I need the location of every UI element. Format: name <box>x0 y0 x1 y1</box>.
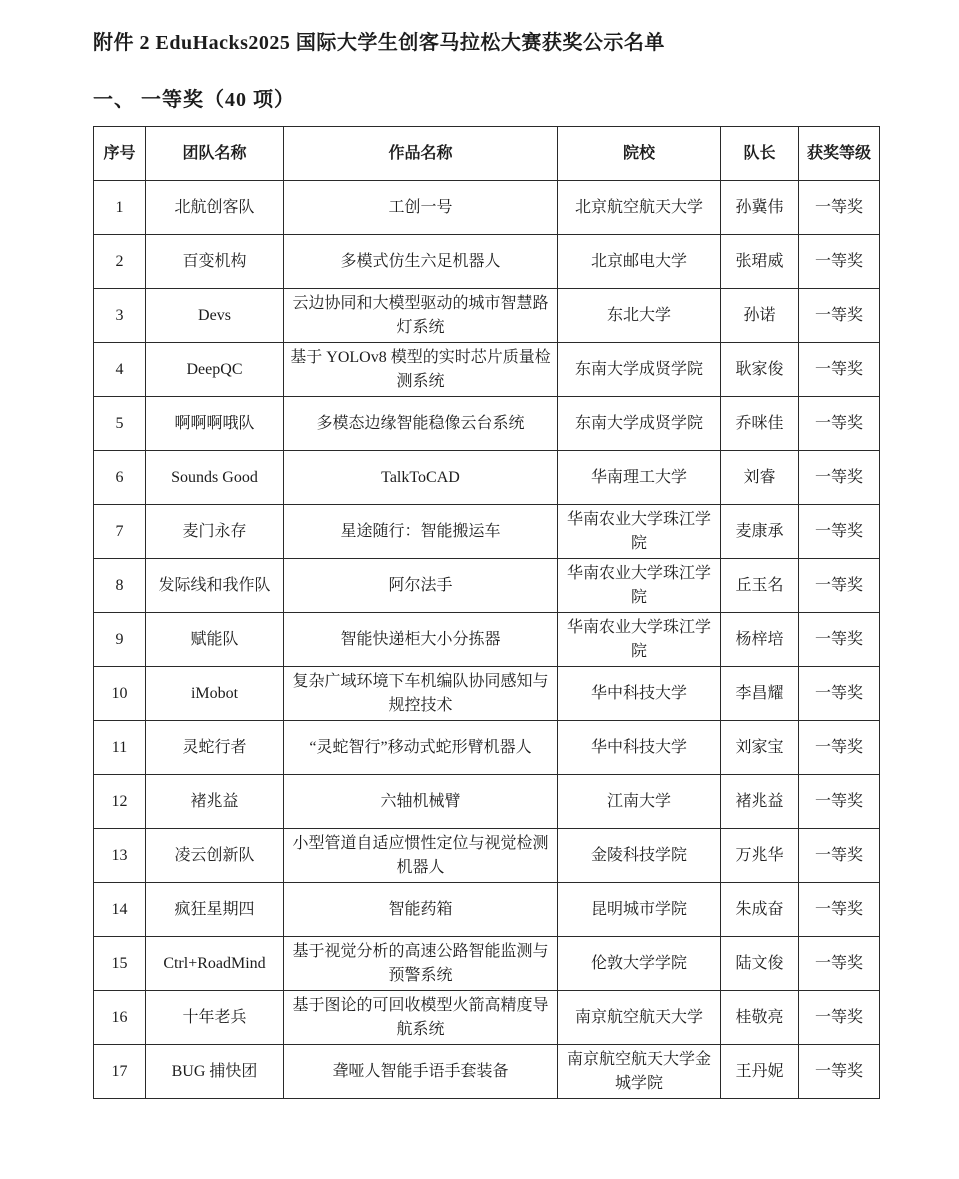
table-header-row <box>94 127 880 181</box>
cell-work-name: TalkToCAD <box>284 451 558 505</box>
cell-school: 北京邮电大学 <box>558 235 721 289</box>
cell-captain: 万兆华 <box>721 829 799 883</box>
table-row <box>94 397 880 451</box>
cell-school: 南京航空航天大学 <box>558 991 721 1045</box>
cell-captain: 杨梓培 <box>721 613 799 667</box>
cell-work-name: 多模态边缘智能稳像云台系统 <box>284 397 558 451</box>
cell-captain: 麦康承 <box>721 505 799 559</box>
cell-award-level: 一等奖 <box>799 451 880 505</box>
column-header-serial-number: 序号 <box>94 127 146 181</box>
table-row <box>94 343 880 397</box>
table-row <box>94 991 880 1045</box>
cell-team-name: Devs <box>146 289 284 343</box>
cell-captain: 李昌耀 <box>721 667 799 721</box>
cell-team-name: 疯狂星期四 <box>146 883 284 937</box>
cell-school: 华中科技大学 <box>558 721 721 775</box>
cell-award-level: 一等奖 <box>799 235 880 289</box>
column-header-team-name: 团队名称 <box>146 127 284 181</box>
cell-work-name: 智能快递柜大小分拣器 <box>284 613 558 667</box>
table-row <box>94 1045 880 1099</box>
cell-work-name: 阿尔法手 <box>284 559 558 613</box>
cell-serial-number: 4 <box>94 343 146 397</box>
cell-award-level: 一等奖 <box>799 397 880 451</box>
cell-award-level: 一等奖 <box>799 667 880 721</box>
cell-team-name: 褚兆益 <box>146 775 284 829</box>
cell-serial-number: 9 <box>94 613 146 667</box>
cell-serial-number: 8 <box>94 559 146 613</box>
cell-team-name: 凌云创新队 <box>146 829 284 883</box>
cell-serial-number: 13 <box>94 829 146 883</box>
table-row <box>94 667 880 721</box>
cell-serial-number: 2 <box>94 235 146 289</box>
cell-team-name: DeepQC <box>146 343 284 397</box>
cell-award-level: 一等奖 <box>799 559 880 613</box>
cell-award-level: 一等奖 <box>799 289 880 343</box>
cell-work-name: 六轴机械臂 <box>284 775 558 829</box>
cell-work-name: “灵蛇智行”移动式蛇形臂机器人 <box>284 721 558 775</box>
cell-captain: 褚兆益 <box>721 775 799 829</box>
cell-award-level: 一等奖 <box>799 721 880 775</box>
cell-captain: 孙冀伟 <box>721 181 799 235</box>
cell-team-name: BUG 捕快团 <box>146 1045 284 1099</box>
cell-school: 华南理工大学 <box>558 451 721 505</box>
cell-school: 昆明城市学院 <box>558 883 721 937</box>
table-row <box>94 181 880 235</box>
document-title: 附件 2 EduHacks2025 国际大学生创客马拉松大赛获奖公示名单 <box>93 32 665 54</box>
column-header-work-name: 作品名称 <box>284 127 558 181</box>
cell-school: 华南农业大学珠江学院 <box>558 559 721 613</box>
cell-serial-number: 12 <box>94 775 146 829</box>
cell-captain: 陆文俊 <box>721 937 799 991</box>
cell-award-level: 一等奖 <box>799 613 880 667</box>
cell-work-name: 基于图论的可回收模型火箭高精度导航系统 <box>284 991 558 1045</box>
cell-serial-number: 1 <box>94 181 146 235</box>
cell-serial-number: 17 <box>94 1045 146 1099</box>
cell-team-name: 发际线和我作队 <box>146 559 284 613</box>
cell-captain: 张珺威 <box>721 235 799 289</box>
cell-team-name: Sounds Good <box>146 451 284 505</box>
cell-work-name: 复杂广域环境下车机编队协同感知与规控技术 <box>284 667 558 721</box>
table-row <box>94 505 880 559</box>
cell-school: 东南大学成贤学院 <box>558 343 721 397</box>
cell-serial-number: 11 <box>94 721 146 775</box>
cell-school: 金陵科技学院 <box>558 829 721 883</box>
cell-award-level: 一等奖 <box>799 1045 880 1099</box>
table-row <box>94 289 880 343</box>
cell-captain: 乔咪佳 <box>721 397 799 451</box>
table-row <box>94 937 880 991</box>
table-row <box>94 829 880 883</box>
table-body <box>94 181 880 1099</box>
cell-work-name: 云边协同和大模型驱动的城市智慧路灯系统 <box>284 289 558 343</box>
cell-serial-number: 14 <box>94 883 146 937</box>
cell-serial-number: 10 <box>94 667 146 721</box>
table-row <box>94 613 880 667</box>
cell-work-name: 星途随行：智能搬运车 <box>284 505 558 559</box>
cell-serial-number: 6 <box>94 451 146 505</box>
cell-team-name: 赋能队 <box>146 613 284 667</box>
cell-school: 华中科技大学 <box>558 667 721 721</box>
cell-captain: 孙诺 <box>721 289 799 343</box>
cell-serial-number: 3 <box>94 289 146 343</box>
cell-award-level: 一等奖 <box>799 883 880 937</box>
table-row <box>94 559 880 613</box>
cell-school: 北京航空航天大学 <box>558 181 721 235</box>
column-header-school: 院校 <box>558 127 721 181</box>
section-heading-first-prize: 一、 一等奖（40 项） <box>93 89 295 111</box>
cell-team-name: 灵蛇行者 <box>146 721 284 775</box>
cell-school: 江南大学 <box>558 775 721 829</box>
cell-work-name: 基于 YOLOv8 模型的实时芯片质量检测系统 <box>284 343 558 397</box>
cell-work-name: 工创一号 <box>284 181 558 235</box>
cell-award-level: 一等奖 <box>799 343 880 397</box>
cell-team-name: Ctrl+RoadMind <box>146 937 284 991</box>
cell-award-level: 一等奖 <box>799 181 880 235</box>
cell-school: 南京航空航天大学金城学院 <box>558 1045 721 1099</box>
column-header-award-level: 获奖等级 <box>799 127 880 181</box>
cell-work-name: 小型管道自适应惯性定位与视觉检测机器人 <box>284 829 558 883</box>
cell-work-name: 智能药箱 <box>284 883 558 937</box>
cell-team-name: iMobot <box>146 667 284 721</box>
table-row <box>94 775 880 829</box>
cell-serial-number: 5 <box>94 397 146 451</box>
cell-work-name: 基于视觉分析的高速公路智能监测与预警系统 <box>284 937 558 991</box>
cell-captain: 丘玉名 <box>721 559 799 613</box>
cell-captain: 桂敬亮 <box>721 991 799 1045</box>
cell-team-name: 北航创客队 <box>146 181 284 235</box>
cell-captain: 朱成奋 <box>721 883 799 937</box>
cell-award-level: 一等奖 <box>799 991 880 1045</box>
cell-school: 伦敦大学学院 <box>558 937 721 991</box>
cell-school: 东北大学 <box>558 289 721 343</box>
cell-serial-number: 16 <box>94 991 146 1045</box>
cell-award-level: 一等奖 <box>799 505 880 559</box>
table-row <box>94 451 880 505</box>
cell-work-name: 多模式仿生六足机器人 <box>284 235 558 289</box>
award-table <box>93 126 880 1099</box>
cell-captain: 耿家俊 <box>721 343 799 397</box>
table-row <box>94 883 880 937</box>
cell-team-name: 啊啊啊哦队 <box>146 397 284 451</box>
cell-work-name: 聋哑人智能手语手套装备 <box>284 1045 558 1099</box>
cell-serial-number: 15 <box>94 937 146 991</box>
cell-team-name: 十年老兵 <box>146 991 284 1045</box>
cell-serial-number: 7 <box>94 505 146 559</box>
cell-team-name: 麦门永存 <box>146 505 284 559</box>
table-row <box>94 721 880 775</box>
cell-school: 华南农业大学珠江学院 <box>558 613 721 667</box>
cell-award-level: 一等奖 <box>799 937 880 991</box>
cell-school: 东南大学成贤学院 <box>558 397 721 451</box>
cell-captain: 刘睿 <box>721 451 799 505</box>
table-row <box>94 235 880 289</box>
cell-award-level: 一等奖 <box>799 829 880 883</box>
cell-award-level: 一等奖 <box>799 775 880 829</box>
table-head <box>94 127 880 181</box>
cell-captain: 刘家宝 <box>721 721 799 775</box>
column-header-captain: 队长 <box>721 127 799 181</box>
cell-captain: 王丹妮 <box>721 1045 799 1099</box>
cell-school: 华南农业大学珠江学院 <box>558 505 721 559</box>
cell-team-name: 百变机构 <box>146 235 284 289</box>
